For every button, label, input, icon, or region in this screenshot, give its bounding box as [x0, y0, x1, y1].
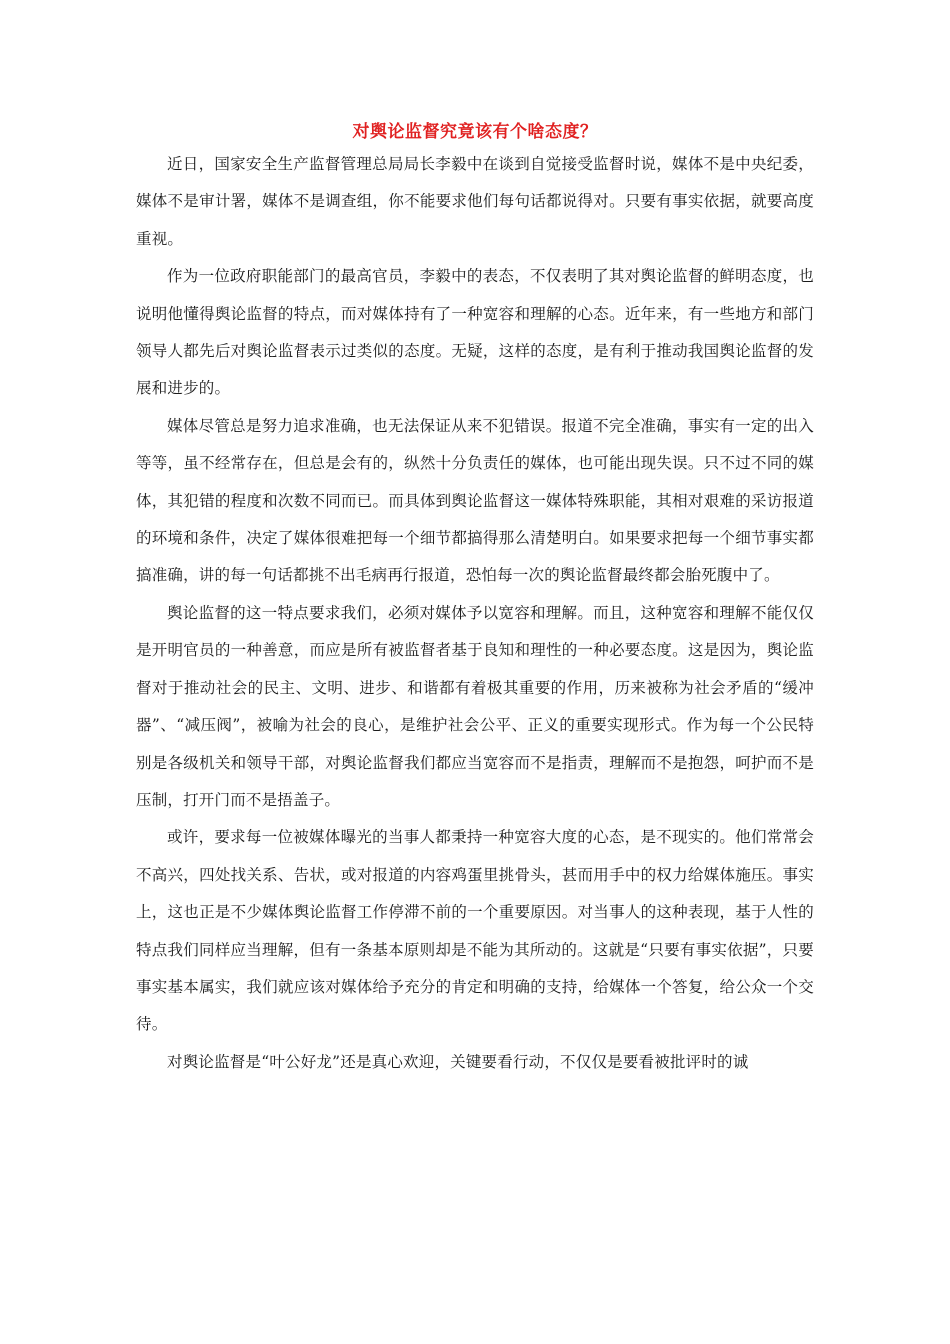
- article-body: [136, 146, 814, 1081]
- paragraph-2: 作为一位政府职能部门的最高官员，李毅中的表态，不仅表明了其对舆论监督的鲜明态度，也说明他懂得舆论监督的特点，而对媒体持有了一种宽容和理解的心态。近年来，有一些地方和部门领导人都先后对舆论监督表示过类似的态度。无疑，这样的态度，是有利于推动我国舆论监督的发展和进步的。: [136, 267, 814, 398]
- paragraph-3: 媒体尽管总是努力追求准确，也无法保证从来不犯错误。报道不完全准确，事实有一定的出入等等，虽不经常存在，但总是会有的，纵然十分负责任的媒体，也可能出现失误。只不过不同的媒体，其犯错的程度和次数不同而已。而具体到舆论监督这一媒体特殊职能，其相对艰难的采访报道的环境和条件，决定了媒体很难把每一个细节都搞得那么清楚明白。如果要求把每一个细节事实都搞准确，讲的每一句话都挑不出毛病再行报道，恐怕每一次的舆论监督最终都会胎死腹中了。: [136, 416, 814, 585]
- paragraph-4: 舆论监督的这一特点要求我们，必须对媒体予以宽容和理解。而且，这种宽容和理解不能仅仅是开明官员的一种善意，而应是所有被监督者基于良知和理性的一种必要态度。这是因为，舆论监督对于推动社会的民主、文明、进步、和谐都有着极其重要的作用，历来被称为社会矛盾的“缓冲器”、“减压阀”，被喻为社会的良心，是维护社会公平、正义的重要实现形式。作为每一个公民特别是各级机关和领导干部，对舆论监督我们都应当宽容而不是指责，理解而不是抱怨，呵护而不是压制，打开门而不是捂盖子。: [136, 603, 814, 809]
- paragraph-6: 对舆论监督是“叶公好龙”还是真心欢迎，关键要看行动，不仅仅是要看被批评时的诚: [167, 1052, 749, 1071]
- paragraph-5: 或许，要求每一位被媒体曝光的当事人都秉持一种宽容大度的心态，是不现实的。他们常常会不高兴，四处找关系、告状，或对报道的内容鸡蛋里挑骨头，甚而用手中的权力给媒体施压。事实上，这也正是不少媒体舆论监督工作停滞不前的一个重要原因。对当事人的这种表现，基于人性的特点我们同样应当理解，但有一条基本原则却是不能为其所动的。这就是“只要有事实依据”，只要事实基本属实，我们就应该对媒体给予充分的肯定和明确的支持，给媒体一个答复，给公众一个交待。: [136, 828, 814, 1034]
- page-title: 对舆论监督究竟该有个啥态度？: [352, 122, 598, 142]
- paragraph-1: 近日，国家安全生产监督管理总局局长李毅中在谈到自觉接受监督时说，媒体不是中央纪委，媒体不是审计署，媒体不是调查组，你不能要求他们每句话都说得对。只要有事实依据，就要高度重视。: [136, 155, 814, 248]
